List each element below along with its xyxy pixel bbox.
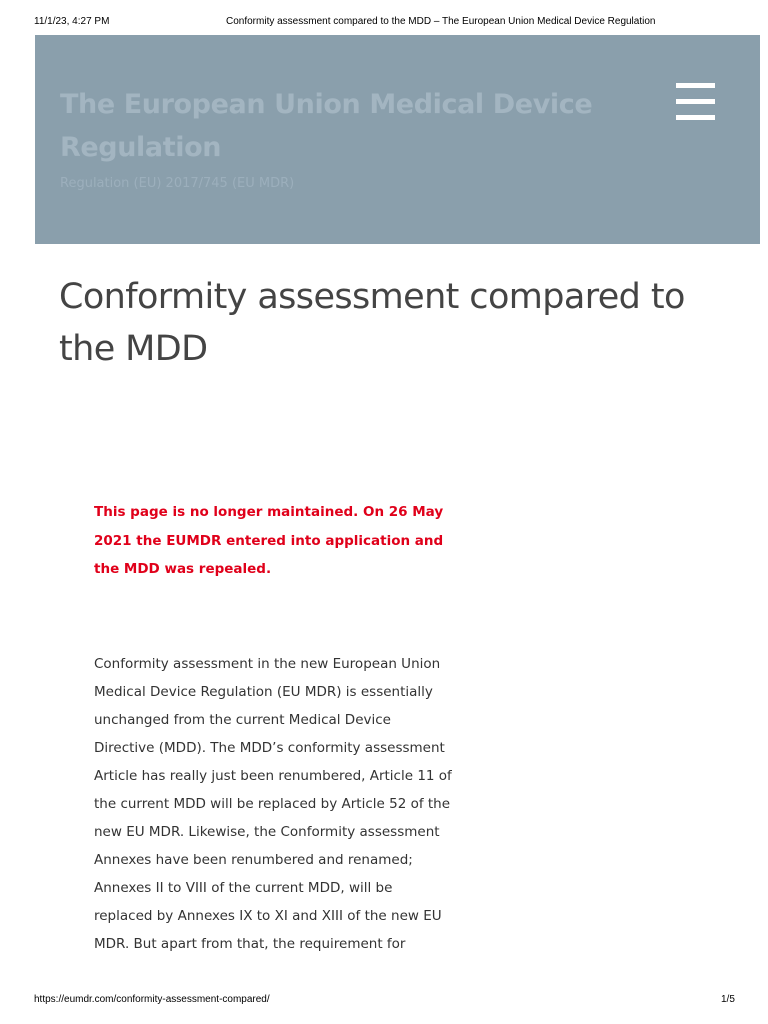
print-date: 11/1/23, 4:27 PM bbox=[34, 16, 110, 27]
site-subtitle: Regulation (EU) 2017/745 (EU MDR) bbox=[60, 176, 295, 191]
print-url: https://eumdr.com/conformity-assessment-compared/ bbox=[34, 994, 270, 1005]
print-page-number: 1/5 bbox=[721, 994, 735, 1005]
menu-bar-middle bbox=[676, 99, 715, 104]
hamburger-menu-icon[interactable] bbox=[676, 83, 715, 121]
print-header bbox=[0, 16, 768, 32]
article-body: Conformity assessment in the new European Union Medical Device Regulation (EU MDR) is essentially unchanged from the current Medical Device Directive (MDD). The MDD’s conformity assessment Article has really just been renumbered, Article 11 of the current MDD will be replaced by Article 52 of the new EU MDR. Likewise, the Conformity assessment Annexes have been renumbered and renamed; Annexes II to VIII of the current MDD, will be replaced by Annexes IX to XI and XIII of the new EU MDR. But apart from that, the requirement for bbox=[94, 656, 452, 952]
print-page-title: Conformity assessment compared to the MDD – The European Union Medical Device Regulation bbox=[226, 16, 656, 27]
menu-bar-bottom bbox=[676, 115, 715, 120]
site-title[interactable]: The European Union Medical Device Regulation bbox=[60, 89, 593, 163]
site-header bbox=[35, 35, 760, 244]
menu-bar-top bbox=[676, 83, 715, 88]
print-footer bbox=[0, 994, 768, 1010]
page-title: Conformity assessment compared to the MDD bbox=[59, 277, 685, 369]
maintenance-notice: This page is no longer maintained. On 26 May 2021 the EUMDR entered into application and the MDD was repealed. bbox=[94, 504, 444, 577]
